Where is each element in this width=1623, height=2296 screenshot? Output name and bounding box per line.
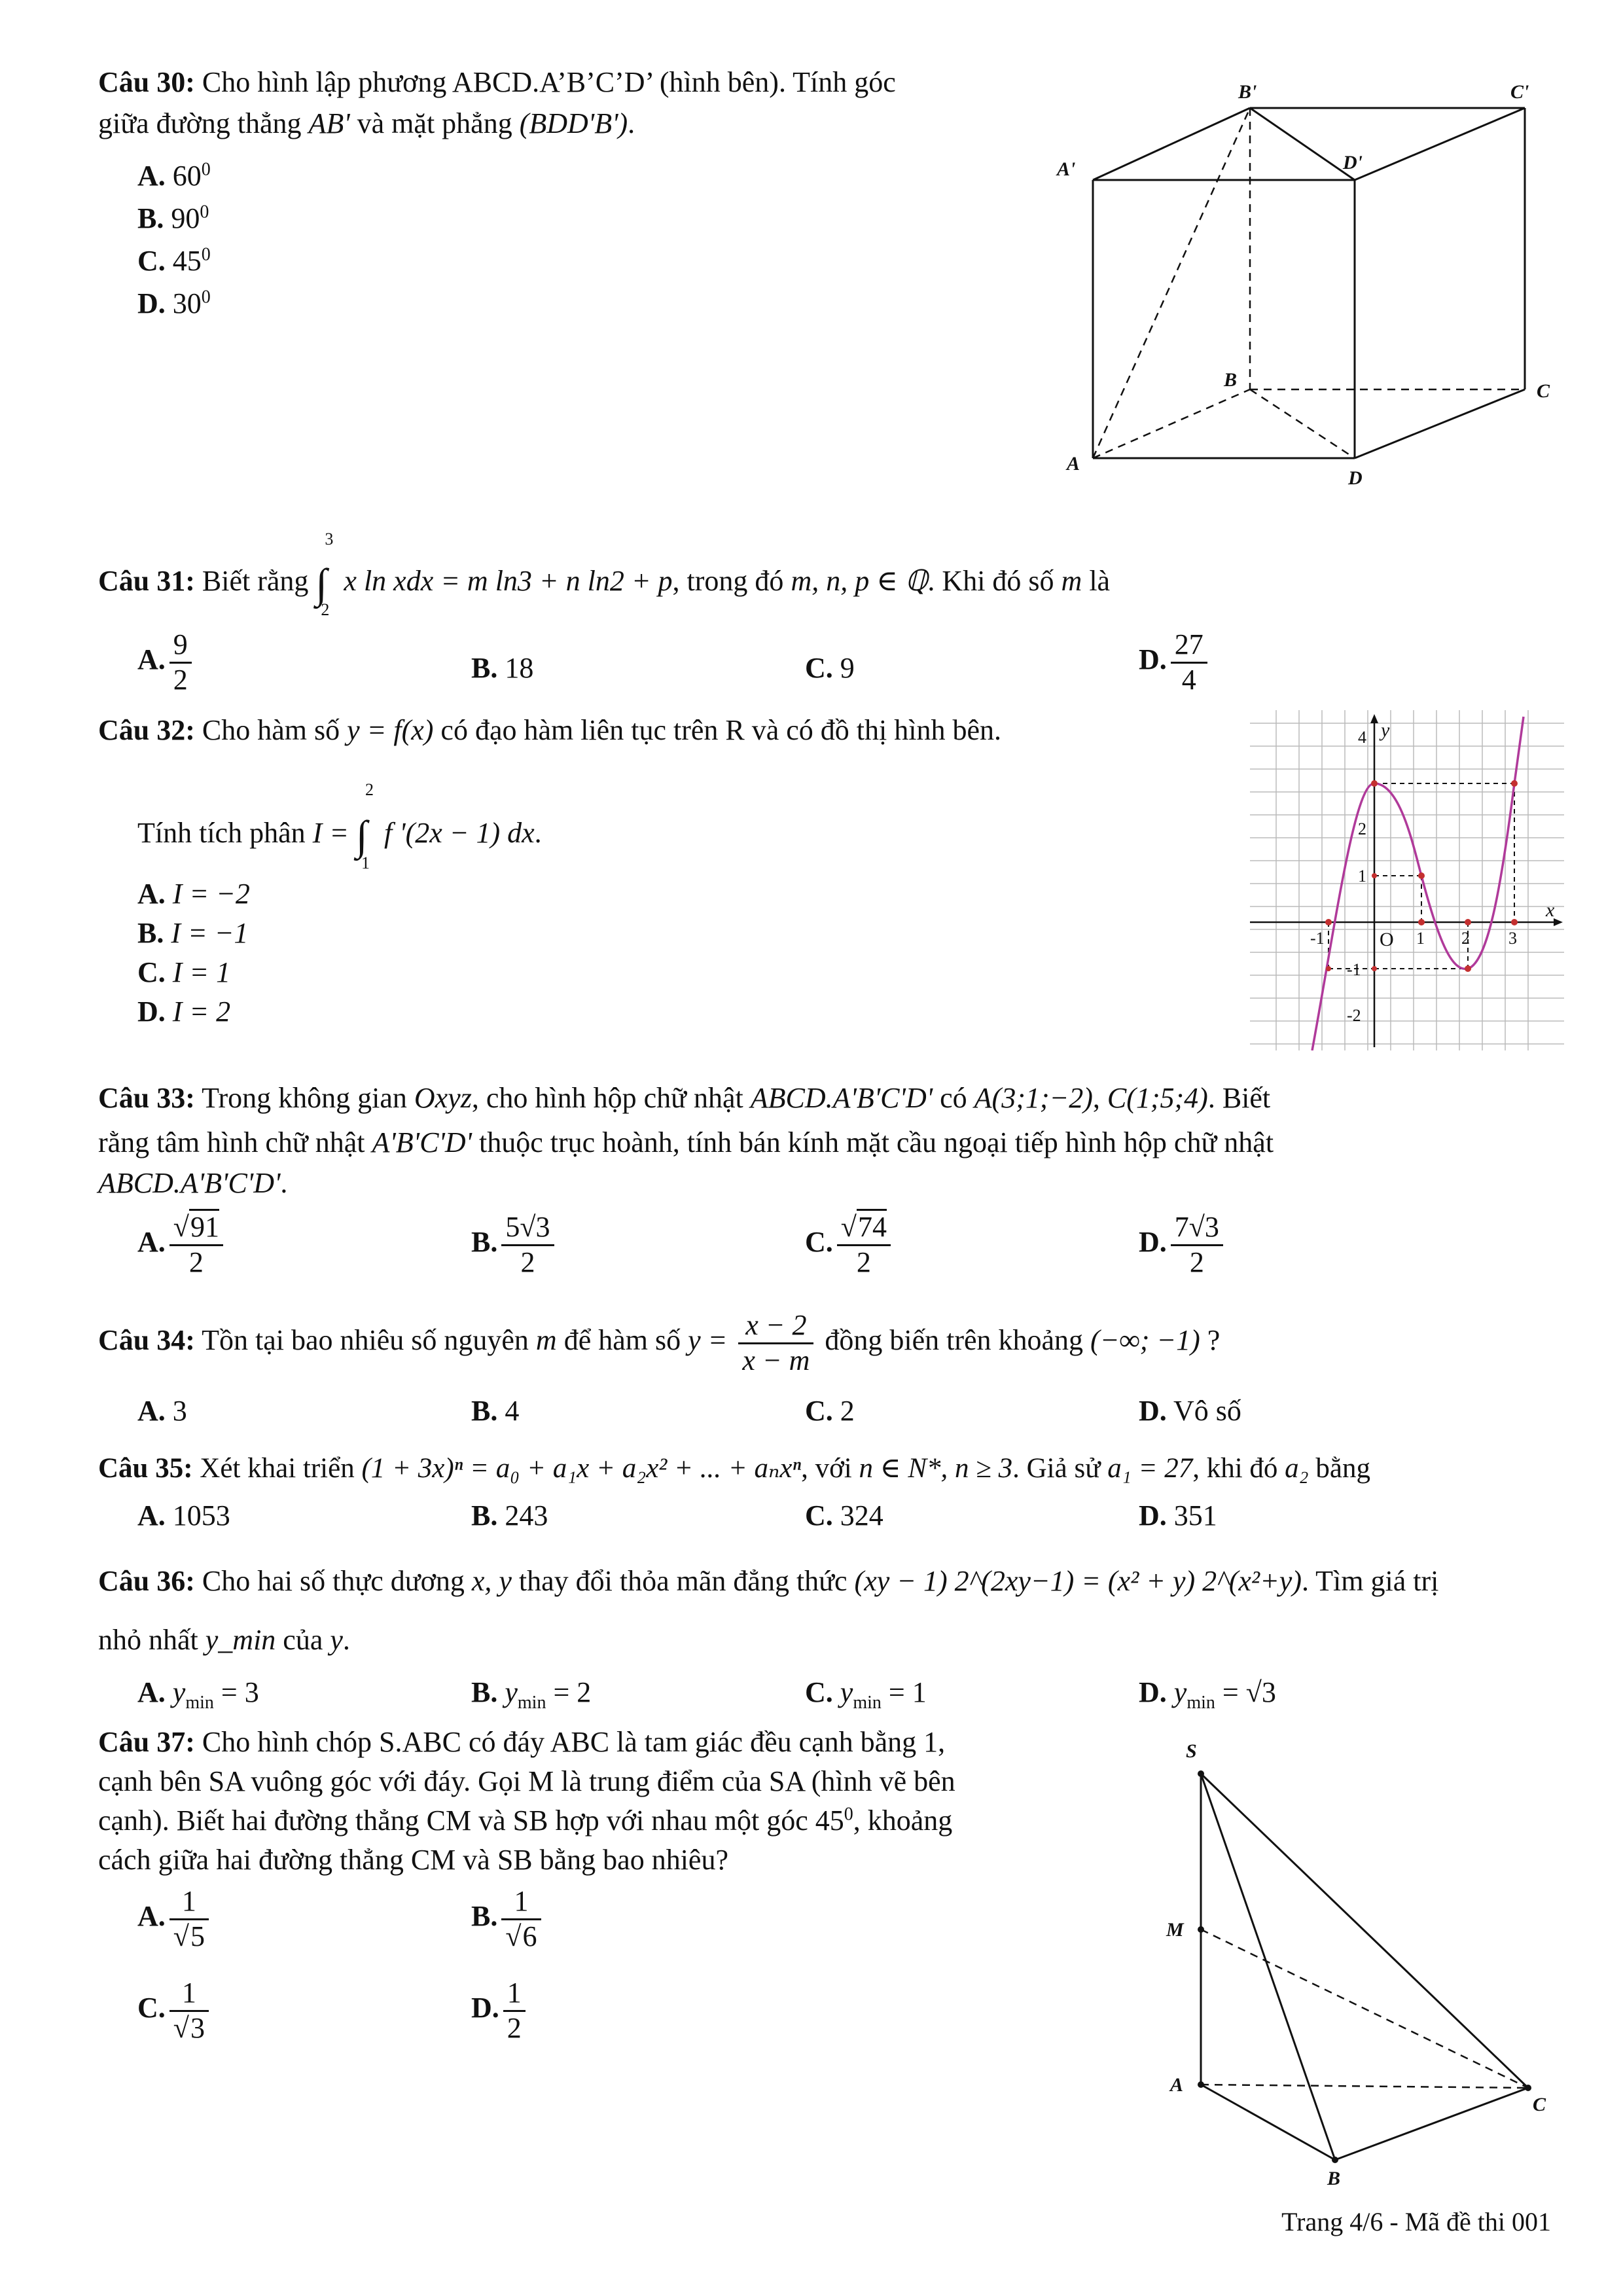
pyramid-figure [1158, 1728, 1564, 2186]
q36-xy: x, y [471, 1565, 512, 1597]
q32-I: I = [312, 817, 349, 850]
label-bprime: B' [1238, 81, 1257, 103]
tick-y-2: 2 [1358, 819, 1366, 838]
q32-lower: 1 [361, 853, 370, 872]
q36-line1 [98, 1564, 1438, 1598]
q33-l3: ABCD.A'B'C'D' [98, 1167, 281, 1199]
q33-comma: , [1092, 1082, 1100, 1114]
q37-line3 [98, 1804, 952, 1837]
q37-line1 [98, 1725, 945, 1759]
tick-y-1: 1 [1358, 867, 1366, 886]
q37-answer-a: A. $\frac{1}{√5}$ [137, 1885, 213, 1953]
q32-expr: f '(2x − 1) dx [383, 817, 535, 850]
q33-answer-d: D. $\frac{7√3}{2}$ [1139, 1211, 1227, 1279]
q32-t2: có đạo hàm liên tục trên R và có đồ thị hình bên. [440, 714, 1001, 746]
q35-t2: , với [801, 1453, 852, 1484]
q36-answer-b: B. $y_{min} = 2$ [471, 1676, 592, 1713]
q37-angle: 45 [815, 1804, 844, 1837]
q32-line1 [98, 713, 1001, 747]
q30-text2a: giữa đường thẳng [98, 107, 302, 139]
q31-answer-d: D. $\frac{27}{4}$ [1139, 628, 1211, 696]
q31-upper: 3 [325, 529, 334, 548]
label-d: D [1348, 467, 1363, 489]
label-a2: A [1170, 2074, 1184, 2096]
q36-t1: Cho hai số thực dương [202, 1565, 465, 1597]
q30-ab: AB' [308, 107, 350, 139]
q35-cond: n ∈ N*, n ≥ 3 [859, 1453, 1013, 1484]
q32-upper: 2 [365, 780, 374, 799]
q36-line2 [98, 1623, 350, 1657]
q37-deg: 0 [844, 1804, 853, 1825]
q33-dot: . [280, 1167, 288, 1199]
q34-m: m [535, 1324, 557, 1357]
function-graph [1250, 710, 1564, 1050]
q35-answer-b: B. 243 [471, 1499, 548, 1532]
q35-a2: a₂ [1285, 1453, 1309, 1484]
q37-l3a: cạnh). Biết hai đường thẳng CM và SB hợp với nhau một góc [98, 1804, 808, 1837]
q36-dot: . [342, 1624, 350, 1656]
q32-label: Câu 32: [98, 714, 195, 746]
q37-label: Câu 37: [98, 1726, 195, 1758]
q31-answer-a: A. $\frac{9}{2}$ [137, 628, 196, 696]
q32-answer-d: D. I = 2 [137, 996, 231, 1028]
q31-expr: x ln xdx = m ln3 + n ln2 + p [344, 565, 673, 598]
q30-answer-d: D. $30^0$ [137, 287, 211, 319]
q34-answer-a: A. 3 [137, 1395, 187, 1427]
q33-pointC: C(1;5;4) [1107, 1082, 1208, 1114]
q33-label: Câu 33: [98, 1082, 195, 1114]
q31-line: Câu 31: Biết rằng ∫ 3 2 x ln xdx = m ln3 + n ln2 + p, trong đó m, n, p ∈ ℚ. Khi đó số m là [98, 529, 1111, 619]
label-dprime: D' [1343, 152, 1363, 173]
q33-l2a: rằng tâm hình chữ nhật [98, 1126, 365, 1158]
q34-t2: để hàm số [563, 1324, 681, 1357]
label-c2: C [1533, 2094, 1546, 2115]
q33-l2b: thuộc trục hoành, tính bán kính mặt cầu ngoại tiếp hình hộp chữ nhật [479, 1126, 1274, 1158]
q30-answer-a: A. $60^0$ [137, 159, 211, 192]
q33-l1c: có [940, 1082, 967, 1114]
label-s: S [1186, 1740, 1197, 1762]
q36-label: Câu 36: [98, 1565, 195, 1597]
q31-t3: . Khi đó số [927, 565, 1054, 598]
q35-answer-c: C. 324 [805, 1499, 883, 1532]
q32-f: y = f(x) [347, 714, 434, 746]
tick-y-neg2: -2 [1347, 1006, 1361, 1025]
q33-answer-a: A. $\frac{√91}{2}$ [137, 1211, 227, 1279]
q32-answer-c: C. I = 1 [137, 956, 231, 988]
q35-t3: . Giả sử [1012, 1453, 1101, 1484]
label-b: B [1224, 369, 1238, 391]
label-c: C [1537, 380, 1550, 402]
tick-x-1: 1 [1416, 929, 1425, 948]
q30-text1: Cho hình lập phương ABCD.A’B’C’D’ (hình bên). Tính góc [202, 66, 896, 98]
q36-answer-a: A. $y_{min} = 3$ [137, 1676, 259, 1713]
q35-answer-d: D. 351 [1139, 1499, 1217, 1532]
q36-answer-c: C. $y_{min} = 1$ [805, 1676, 927, 1713]
q35-answer-a: A. 1053 [137, 1499, 230, 1532]
tick-x-3: 3 [1508, 929, 1517, 948]
q34-den: x − m [742, 1344, 810, 1376]
q36-eq: (xy − 1) 2^(2xy−1) = (x² + y) 2^(x²+y) [854, 1565, 1302, 1597]
page-footer: Trang 4/6 - Mã đề thi 001 [1281, 2207, 1551, 2236]
q36-t5: của [283, 1624, 323, 1656]
q34-t1: Tồn tại bao nhiêu số nguyên [202, 1324, 529, 1357]
q30-text2b: và mặt phẳng [357, 107, 512, 139]
label-aprime: A' [1057, 158, 1076, 180]
q34-label: Câu 34: [98, 1324, 195, 1357]
q37-answer-b: B. $\frac{1}{√6}$ [471, 1885, 545, 1953]
q35-t5: bằng [1315, 1453, 1370, 1484]
graph-origin: O [1380, 929, 1394, 950]
graph-x-label: x [1546, 899, 1555, 921]
q35-t1: Xét khai triển [200, 1453, 355, 1484]
q31-m: m [1061, 565, 1082, 598]
q33-rect: A'B'C'D' [372, 1126, 473, 1158]
cube-figure [1034, 72, 1571, 497]
q32-t3: Tính tích phân [137, 817, 306, 850]
q36-t2: thay đổi thỏa mãn đẳng thức [518, 1565, 847, 1597]
q33-line1 [98, 1081, 1270, 1115]
q32-answer-b: B. I = −1 [137, 917, 249, 949]
label-cprime: C' [1510, 81, 1529, 103]
q34-interval: (−∞; −1) [1090, 1324, 1200, 1357]
q34-num: x − 2 [738, 1309, 813, 1344]
q37-l1: Cho hình chóp S.ABC có đáy ABC là tam giác đều cạnh bằng 1, [202, 1726, 946, 1758]
q33-box: ABCD.A'B'C'D' [750, 1082, 933, 1114]
q34-t4: ? [1207, 1324, 1221, 1357]
q36-y: y [330, 1624, 343, 1656]
q34-line [98, 1309, 1220, 1377]
q33-oxyz: Oxyz [414, 1082, 472, 1114]
q37-answer-d: D. $\frac{1}{2}$ [471, 1977, 529, 2045]
q36-ymin: y_min [205, 1624, 276, 1656]
q36-answer-d: D. $y_{min} = √3$ [1139, 1676, 1276, 1713]
q31-t2: , trong đó [672, 565, 784, 598]
q35-t4: , khi đó [1192, 1453, 1278, 1484]
q31-t4: là [1089, 565, 1111, 598]
label-m: M [1166, 1919, 1184, 1941]
tick-y-4: 4 [1358, 728, 1366, 747]
q30-line1 [98, 65, 896, 99]
q33-answer-b: B. $\frac{5√3}{2}$ [471, 1211, 558, 1279]
q33-line3 [98, 1166, 287, 1200]
q33-answer-c: C. $\frac{√74}{2}$ [805, 1211, 895, 1279]
q37-line2: cạnh bên SA vuông góc với đáy. Gọi M là trung điểm của SA (hình vẽ bên [98, 1765, 955, 1797]
q33-l1d: . Biết [1207, 1082, 1271, 1114]
q32-line2: Tính tích phân I = ∫ 2 1 f '(2x − 1) dx. [137, 780, 542, 872]
q31-answer-b: B. 18 [471, 652, 534, 684]
tick-x-2: 2 [1461, 929, 1470, 948]
tick-x-neg1: -1 [1310, 929, 1325, 948]
q33-line2 [98, 1126, 1274, 1159]
label-b2: B [1327, 2168, 1341, 2186]
q34-answer-c: C. 2 [805, 1395, 855, 1427]
q31-lower: 2 [321, 600, 330, 619]
label-a: A [1067, 453, 1080, 475]
graph-y-label: y [1381, 719, 1390, 741]
q36-t4: nhỏ nhất [98, 1624, 198, 1656]
q35-expr: (1 + 3x)ⁿ = a₀ + a₁x + a₂x² + ... + aₙxⁿ [361, 1453, 802, 1484]
q37-answer-c: C. $\frac{1}{√3}$ [137, 1977, 213, 2045]
q33-pointA: A(3;1;−2) [974, 1082, 1093, 1114]
q30-label: Câu 30: [98, 66, 195, 98]
q31-t1: Biết rằng [202, 565, 309, 598]
q34-y: y = [688, 1324, 728, 1357]
q37-l3b: , khoảng [853, 1804, 953, 1837]
tick-y-neg1: -1 [1347, 960, 1361, 979]
q35-a1: a₁ = 27 [1107, 1453, 1193, 1484]
q32-answer-a: A. I = −2 [137, 878, 250, 910]
q34-answer-b: B. 4 [471, 1395, 520, 1427]
q30-answer-c: C. $45^0$ [137, 244, 211, 277]
q31-label: Câu 31: [98, 565, 195, 598]
q33-l1b: , cho hình hộp chữ nhật [471, 1082, 743, 1114]
q37-line4: cách giữa hai đường thẳng CM và SB bằng bao nhiêu? [98, 1844, 728, 1876]
q34-t3: đồng biến trên khoảng [825, 1324, 1084, 1357]
q30-plane: (BDD'B') [519, 107, 628, 139]
q31-answer-c: C. 9 [805, 652, 855, 684]
q31-vars: m, n, p ∈ ℚ [791, 565, 928, 598]
q35-label: Câu 35: [98, 1453, 193, 1484]
q30-answer-b: B. $90^0$ [137, 202, 209, 234]
q35-line [98, 1452, 1370, 1484]
q32-t1: Cho hàm số [202, 714, 340, 746]
q33-l1a: Trong không gian [202, 1082, 407, 1114]
q30-line2: giữa đường thẳng AB' và mặt phẳng (BDD'B'). [98, 107, 635, 139]
q36-t3: . Tìm giá trị [1301, 1565, 1439, 1597]
q34-answer-d: D. Vô số [1139, 1395, 1241, 1427]
